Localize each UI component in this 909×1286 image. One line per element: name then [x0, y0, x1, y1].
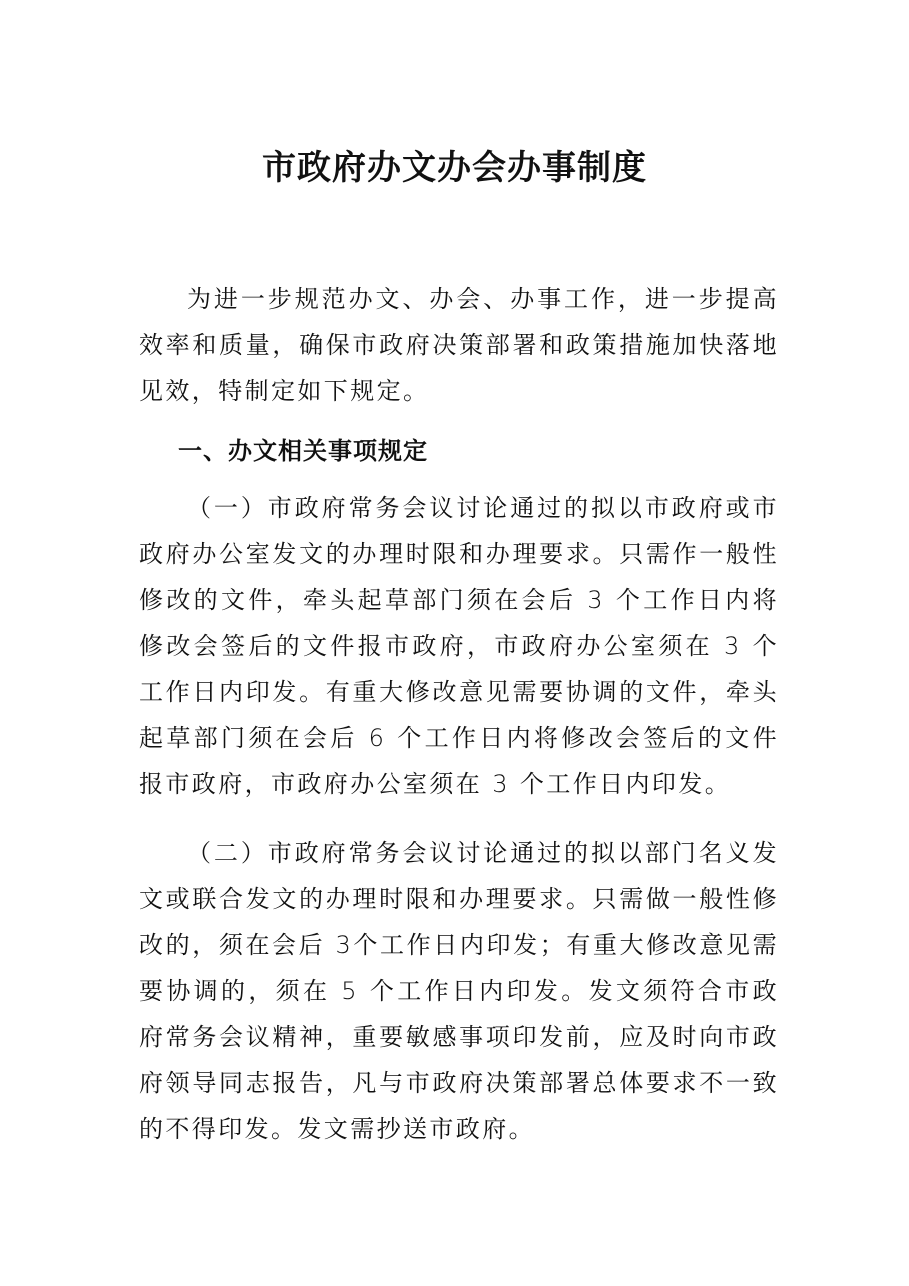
intro-paragraph: 为进一步规范办文、办会、办事工作，进一步提高效率和质量，确保市政府决策部署和政策措施加快落地见效，特制定如下规定。: [139, 285, 779, 405]
paragraph-item-2: （二）市政府常务会议讨论通过的拟以部门名义发文或联合发文的办理时限和办理要求。只需做一般性修改的，须在会后 3个工作日内印发；有重大修改意见需要协调的，须在 5 个工作日内印发。发文须符合市政府常务会议精神，重要敏感事项印发前，应及时向市政府领导同志报告，凡与市政府决策部署总体要求不一致的不得印发。发文需抄送市政府。: [139, 839, 779, 1143]
section-heading: 一、办文相关事项规定: [178, 437, 428, 465]
paragraph-item-1: （一）市政府常务会议讨论通过的拟以市政府或市政府办公室发文的办理时限和办理要求。只需作一般性修改的文件，牵头起草部门须在会后 3 个工作日内将修改会签后的文件报市政府，市政府办公室须在 3 个工作日内印发。有重大修改意见需要协调的文件，牵头起草部门须在会后 6 个工作日内将修改会签后的文件报市政府，市政府办公室须在 3 个工作日内印发。: [139, 494, 779, 798]
document-title: 市政府办文办会办事制度: [262, 148, 647, 188]
